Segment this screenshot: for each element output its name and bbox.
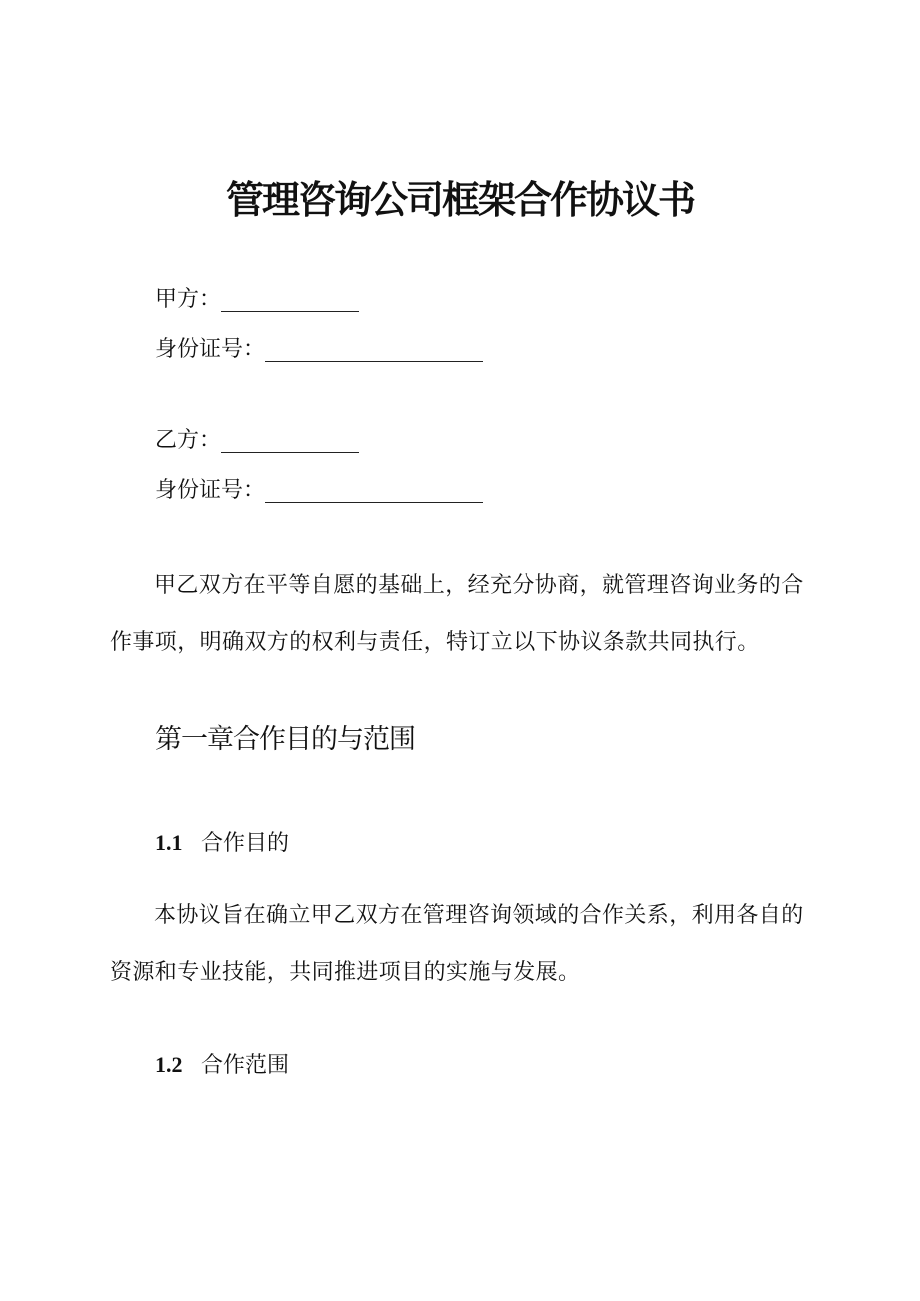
party-a-name-label: 甲方： [155, 287, 222, 312]
section-1-1-body: 本协议旨在确立甲乙双方在管理咨询领域的合作关系，利用各自的资源和专业技能，共同推进项目的实施与发展。 [110, 903, 804, 985]
party-b-id-label: 身份证号： [155, 478, 266, 503]
party-a-id-field [155, 334, 483, 366]
intro-paragraph: 甲乙双方在平等自愿的基础上，经充分协商，就管理咨询业务的合作事项，明确双方的权利与责任，特订立以下协议条款共同执行。 [110, 573, 804, 655]
section-1-1-heading [155, 827, 289, 860]
party-b-id-field [155, 475, 483, 507]
section-1-2-heading [155, 1049, 289, 1082]
chapter-1-heading: 第一章合作目的与范围 [155, 724, 415, 755]
section-title: 合作目的 [201, 831, 290, 856]
party-b-name-label: 乙方： [155, 428, 222, 453]
section-number: 1.1 [155, 830, 183, 855]
party-b-name-field [155, 425, 359, 457]
party-b-id-blank [265, 478, 483, 503]
document-title: 管理咨询公司框架合作协议书 [225, 178, 694, 222]
party-a-name-field [155, 284, 359, 316]
section-title: 合作范围 [201, 1053, 290, 1078]
section-number: 1.2 [155, 1052, 183, 1077]
party-a-id-blank [265, 337, 483, 362]
party-a-name-blank [221, 287, 359, 312]
party-b-name-blank [221, 428, 359, 453]
party-a-id-label: 身份证号： [155, 337, 266, 362]
